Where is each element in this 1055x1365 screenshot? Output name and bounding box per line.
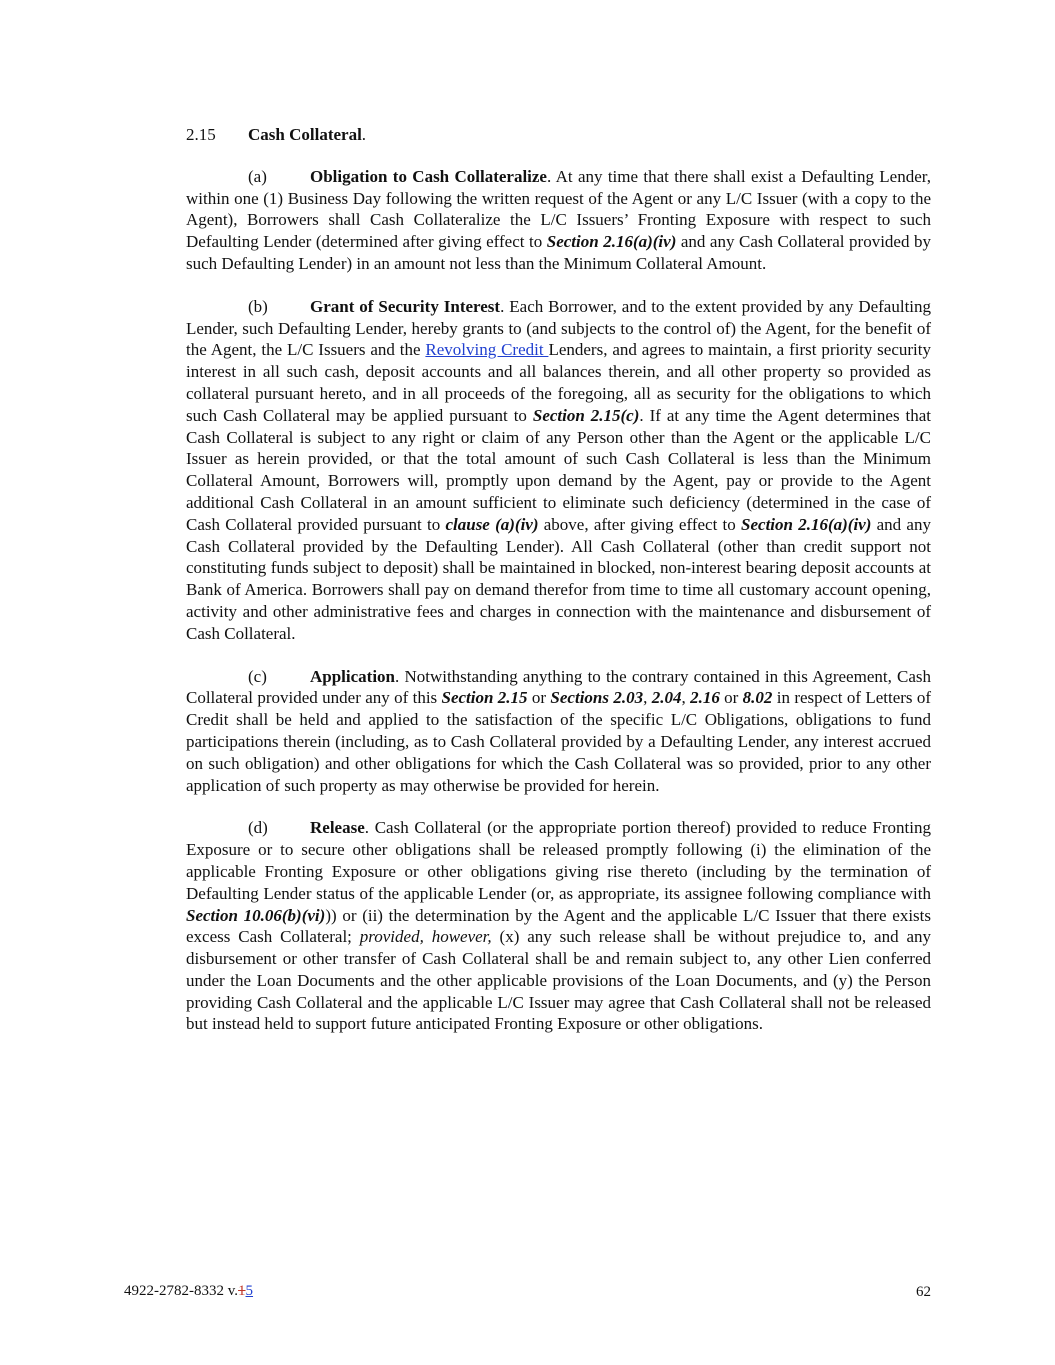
inserted-version: 5 <box>245 1283 254 1299</box>
section-reference: Section 2.15 <box>441 688 528 708</box>
section-reference: Section 2.15(c) <box>532 405 640 425</box>
document-id-footer <box>124 1283 253 1300</box>
paragraph-letter: (c) <box>248 666 267 686</box>
page-number: 62 <box>916 1284 931 1300</box>
paragraph-heading: Grant of Security Interest <box>310 296 501 316</box>
paragraph-text: . Cash Collateral (or the appropriate portion thereof) provided to reduce Fronting Exposure or to secure other obligations shall be released promptly following (i) the elimination of the applicable Fronting Exposure or other obligations giving rise thereto (including by the termination of Defaulting Lender status of the applicable Lender (or, as appropriate, its assignee following compliance with <box>186 818 931 903</box>
paragraph-heading: Obligation to Cash Collateralize <box>310 166 547 186</box>
paragraph-text: , <box>681 688 691 708</box>
paragraph-text: . Notwithstanding anything to the contrary contained in this Agreement, Cash Collateral provided under any of this <box>186 666 931 708</box>
section-heading: 2.15 Cash Collateral. <box>186 125 367 144</box>
paragraph-text: )) or (ii) the determination by the Agent and the applicable L/C Issuer that there exists excess Cash Collateral; <box>186 905 931 947</box>
paragraph-text: . If at any time the Agent determines that Cash Collateral is subject to any right or claim of any Person other than the Agent or the applicable L/C Issuer as herein provided, or that the total amount of such Cash Collateral is less than the Minimum Collateral Amount, Borrowers will, promptly upon demand by the Agent, pay or provide to the Agent additional Cash Collateral in an amount sufficient to eliminate such deficiency (determined in the case of Cash Collateral provided pursuant to <box>186 405 931 534</box>
section-reference: 8.02 <box>742 688 773 708</box>
paragraph-letter: (d) <box>248 818 268 838</box>
paragraph-text: or <box>719 688 743 708</box>
paragraph-letter: (a) <box>248 166 267 186</box>
section-reference: 2.16 <box>690 688 720 708</box>
paragraph-text: , <box>643 688 652 708</box>
paragraph-text: above, after giving effect to <box>538 514 742 534</box>
paragraph-d <box>186 817 931 1035</box>
paragraph-heading: Application <box>310 666 396 686</box>
paragraph-text: . At any time that there shall exist a Defaulting Lender, within one (1) Business Day following the written request of the Agent or any L/C Issuer (with a copy to the Agent), Borrowers shall Cash Collateralize the L/C Issuers’ Fronting Exposure with respect to such Defaulting Lender (determined after giving effect to <box>186 166 932 252</box>
section-title: Cash Collateral <box>248 125 362 144</box>
section-reference: 2.04 <box>651 688 682 708</box>
paragraph-c <box>186 666 931 797</box>
section-reference: Sections 2.03 <box>550 688 644 708</box>
clause-reference: clause (a)(iv) <box>445 514 539 534</box>
deleted-version: 1 <box>238 1283 246 1299</box>
document-id: 4922-2782-8332 v. <box>124 1283 239 1299</box>
section-reference: Section 2.16(a)(iv) <box>546 232 677 252</box>
paragraph-heading: Release <box>310 818 365 838</box>
section-reference: Section 10.06(b)(vi) <box>186 905 326 925</box>
paragraph-text: in respect of Letters of Credit shall be held and applied to the satisfaction of the specific L/C Obligations, obligations to fund participations therein (including, as to Cash Collateral provided by a Defaulting Lender, any interest accrued on such obligation) and other obligations for which the Cash Collateral was so provided, prior to any other application of such property as may otherwise be provided for herein. <box>186 688 932 795</box>
paragraph-text: and any Cash Collateral provided by the Defaulting Lender). All Cash Collateral (other than credit support not constituting funds subject to deposit) shall be maintained in blocked, non-interest bearing deposit accounts at Bank of America. Borrowers shall pay on demand therefor from time to time all customary account opening, activity and other administrative fees and charges in connection with the maintenance and disbursement of Cash Collateral. <box>186 514 931 643</box>
paragraph-a <box>186 166 931 275</box>
revolving-credit-link[interactable]: Revolving Credit <box>425 340 549 360</box>
paragraph-text: or <box>527 688 551 708</box>
proviso-text: provided, however, <box>359 927 492 947</box>
paragraph-text: (x) any such release shall be without prejudice to, and any disbursement or other transfer of Cash Collateral shall be and remain subject to, any other Lien conferred under the Loan Documents and the other applicable provisions of the Loan Documents, and (y) the Person providing Cash Collateral and the applicable L/C Issuer may agree that Cash Collateral shall not be released but instead held to support future anticipated Fronting Exposure or other obligations. <box>186 927 931 1034</box>
paragraph-text: . Each Borrower, and to the extent provided by any Defaulting Lender, such Defaulting Lender, hereby grants to (and subjects to the control of) the Agent, for the benefit of the Agent, the L/C Issuers and the <box>186 296 932 360</box>
paragraph-text: and any Cash Collateral provided by such Defaulting Lender) in an amount not less than the Minimum Collateral Amount. <box>186 232 931 273</box>
paragraph-text: Lenders, and agrees to maintain, a first priority security interest in all such cash, deposit accounts and all balances therein, and all other property so provided as collateral pursuant hereto, and in all proceeds of the foregoing, all as security for the obligations to which such Cash Collateral may be applied pursuant to <box>186 340 931 425</box>
document-page <box>186 124 931 1056</box>
section-number: 2.15 <box>186 125 216 144</box>
section-reference: Section 2.16(a)(iv) <box>741 514 872 534</box>
paragraph-letter: (b) <box>248 296 268 316</box>
paragraph-b <box>186 296 931 645</box>
